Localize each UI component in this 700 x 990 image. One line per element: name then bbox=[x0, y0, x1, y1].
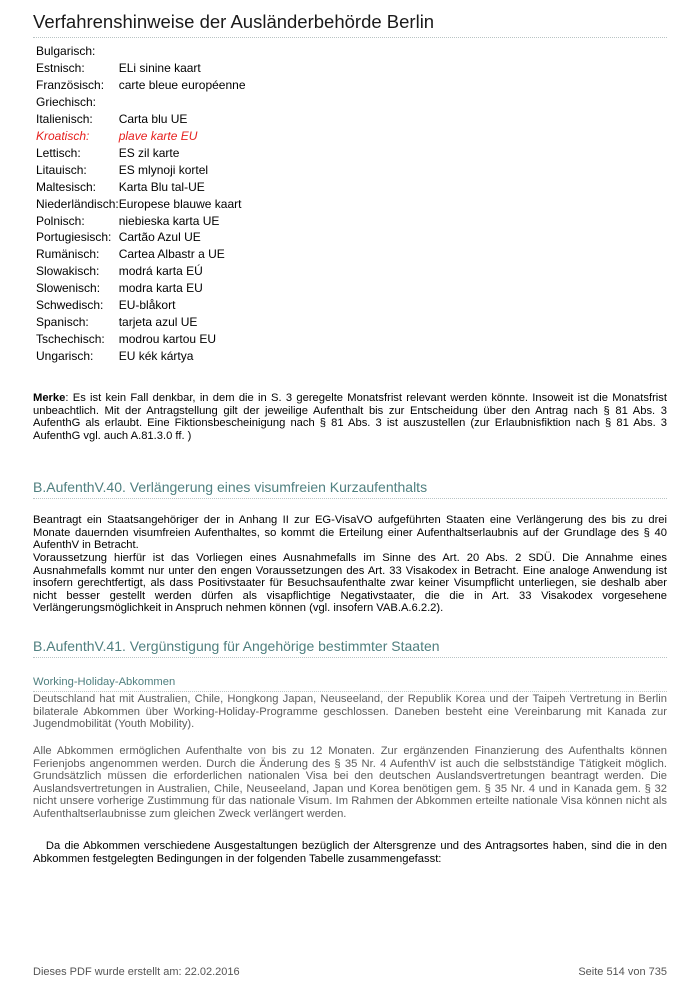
language-table bbox=[36, 43, 246, 365]
language-term: plave karte EU bbox=[118, 128, 198, 143]
footer-page-number: Seite 514 von 735 bbox=[578, 966, 667, 978]
language-name: Französisch: bbox=[36, 77, 105, 92]
language-term: modrou kartou EU bbox=[118, 332, 217, 347]
language-name: Litauisch: bbox=[36, 162, 87, 177]
language-name: Ungarisch: bbox=[36, 349, 94, 364]
language-row bbox=[36, 179, 246, 196]
language-term: EU-blåkort bbox=[118, 298, 176, 313]
language-name: Bulgarisch: bbox=[36, 44, 96, 58]
language-term: modra karta EU bbox=[118, 281, 203, 296]
language-term: Europese blauwe kaart bbox=[118, 196, 242, 211]
footer-created-date: Dieses PDF wurde erstellt am: 22.02.2016 bbox=[33, 966, 240, 978]
section-40-title: B.AufenthV.40. Verlängerung eines visumfreien Kurzaufenthalts bbox=[33, 479, 428, 495]
language-term bbox=[119, 43, 246, 60]
language-term: carte bleue européenne bbox=[118, 77, 246, 92]
language-term: niebieska karta UE bbox=[118, 213, 220, 228]
section-40-divider bbox=[33, 498, 667, 499]
language-row bbox=[36, 314, 246, 331]
language-name: Maltesisch: bbox=[36, 179, 97, 194]
language-term: tarjeta azul UE bbox=[118, 315, 198, 330]
language-row bbox=[36, 77, 246, 94]
section-41-divider bbox=[33, 657, 667, 658]
language-term: modrá karta EÚ bbox=[118, 264, 203, 279]
language-term: Carta blu UE bbox=[118, 111, 188, 126]
language-name: Rumänisch: bbox=[36, 247, 100, 262]
language-row bbox=[36, 280, 246, 297]
language-row bbox=[36, 297, 246, 314]
language-row bbox=[36, 145, 246, 162]
language-row bbox=[36, 331, 246, 348]
section-41-paragraph-1: Deutschland hat mit Australien, Chile, Hongkong Japan, Neuseeland, der Republik Korea und der Taipeh Vertretung in Berlin bilaterale Abkommen über Working-Holiday-Programme geschlossen. Daneben besteht eine Vereinbarung mit Kanada zur Jugendmobilität (Youth Mobility). bbox=[33, 693, 667, 731]
section-41-paragraph-3: Da die Abkommen verschiedene Ausgestaltungen bezüglich der Altersgrenze und des Antragsortes haben, sind die in den Abkommen festgelegten Bedingungen in der folgenden Tabelle zusammengefasst: bbox=[33, 840, 670, 865]
language-term: ELi sinine kaart bbox=[118, 60, 201, 75]
language-name: Griechisch: bbox=[36, 94, 97, 109]
language-name: Tschechisch: bbox=[36, 332, 105, 347]
language-row bbox=[36, 263, 246, 280]
section-41-paragraph-2: Alle Abkommen ermöglichen Aufenthalte von bis zu 12 Monaten. Zur ergänzenden Finanzierung des Aufenthalts können Ferienjobs angenommen werden. Durch die Änderung des § 35 Nr. 4 AufenthV ist auch die selbstständige Tätigkeit möglich. Grundsätzlich müssen die erforderlichen nationalen Visa bei den deutschen Auslandsvertretungen beantragt werden. Die Auslandsvertretungen in Australien, Chile, Neuseeland, Japan und Korea benötigen gem. § 35 Nr. 4 und in Kanada gem. § 32 nicht unsere vorherige Zustimmung für das nationale Visum. Im Rahmen der Abkommen erteilte nationale Visa können nicht als Aufenthaltserlaubnisse zum gleichen Zweck verlängert werden. bbox=[33, 745, 667, 820]
language-row bbox=[36, 111, 246, 128]
language-row bbox=[36, 60, 246, 77]
language-row bbox=[36, 162, 246, 179]
language-name: Kroatisch: bbox=[36, 128, 90, 143]
language-row bbox=[36, 128, 246, 145]
language-row bbox=[36, 43, 246, 60]
language-term: ES mlynoji kortel bbox=[118, 162, 209, 177]
language-name: Portugiesisch: bbox=[36, 230, 112, 245]
language-name: Spanisch: bbox=[36, 315, 89, 330]
language-name: Schwedisch: bbox=[36, 298, 104, 313]
merke-paragraph bbox=[33, 392, 667, 442]
language-name: Italienisch: bbox=[36, 111, 93, 126]
language-term: Cartão Azul UE bbox=[118, 230, 201, 245]
language-row bbox=[36, 213, 246, 230]
working-holiday-subtitle: Working-Holiday-Abkommen bbox=[33, 676, 176, 688]
language-term: Karta Blu tal-UE bbox=[118, 179, 205, 194]
language-name: Estnisch: bbox=[36, 60, 85, 75]
section-41-title: B.AufenthV.41. Vergünstigung für Angehörige bestimmter Staaten bbox=[33, 638, 440, 654]
language-term: Cartea Albastr a UE bbox=[118, 247, 225, 262]
subtitle-divider bbox=[33, 691, 667, 692]
language-term bbox=[119, 94, 246, 111]
language-name: Polnisch: bbox=[36, 213, 85, 228]
language-name: Slowakisch: bbox=[36, 264, 100, 279]
page-title: Verfahrenshinweise der Ausländerbehörde Berlin bbox=[33, 11, 435, 32]
language-row bbox=[36, 94, 246, 111]
language-name: Lettisch: bbox=[36, 145, 81, 160]
language-row bbox=[36, 196, 246, 213]
language-term: ES zil karte bbox=[118, 145, 180, 160]
language-row bbox=[36, 246, 246, 263]
merke-text: : Es ist kein Fall denkbar, in dem die in S. 3 geregelte Monatsfrist relevant werden könnte. Insoweit ist die Monatsfrist unbeachtlich. Mit der Antragstellung gilt der jeweilige Aufenthalt bis zur Entscheidung über den Antrag nach § 81 Abs. 3 AufenthG als erlaubt. Eine Fiktionsbescheinigung nach § 81 Abs. 3 ist auszustellen (zur Erlaubnisfiktion nach § 81 Abs. 3 AufenthG vgl. auch A.81.3.0 ff. ) bbox=[33, 392, 667, 442]
language-row bbox=[36, 229, 246, 246]
language-name: Slowenisch: bbox=[36, 281, 101, 296]
header-divider bbox=[33, 37, 667, 38]
merke-label: Merke bbox=[33, 392, 66, 404]
section-40-paragraph-2: Voraussetzung hierfür ist das Vorliegen eines Ausnahmefalls im Sinne des Art. 20 Abs. 2 SDÜ. Die Annahme eines Ausnahmefalls kommt nur unter den engen Voraussetzungen des Art. 33 Visakodex in Betracht. Eine analoge Anwendung ist insofern gerechtfertigt, als dass Positivstaater für Besuchsaufenthalte zwar keiner Visumpflicht unterliegen, sie deshalb aber nicht besser gestellt werden dürfen als visapflichtige Negativstaater, die die in Art. 33 Visakodex vorgesehene Verlängerungsmöglichkeit in Anspruch nehmen können (vgl. insofern VAB.A.6.2.2). bbox=[33, 552, 667, 615]
language-term: EU kék kártya bbox=[118, 349, 194, 364]
language-row bbox=[36, 348, 246, 365]
section-40-paragraph-1: Beantragt ein Staatsangehöriger der in Anhang II zur EG-VisaVO aufgeführten Staaten eine Verlängerung des bis zu drei Monate dauernden visumfreien Aufenthaltes, so kommt die Erteilung einer Aufenthaltserlaubnis auf der Grundlage des § 40 AufenthV in Betracht. bbox=[33, 514, 667, 552]
language-name: Niederländisch: bbox=[36, 196, 119, 211]
